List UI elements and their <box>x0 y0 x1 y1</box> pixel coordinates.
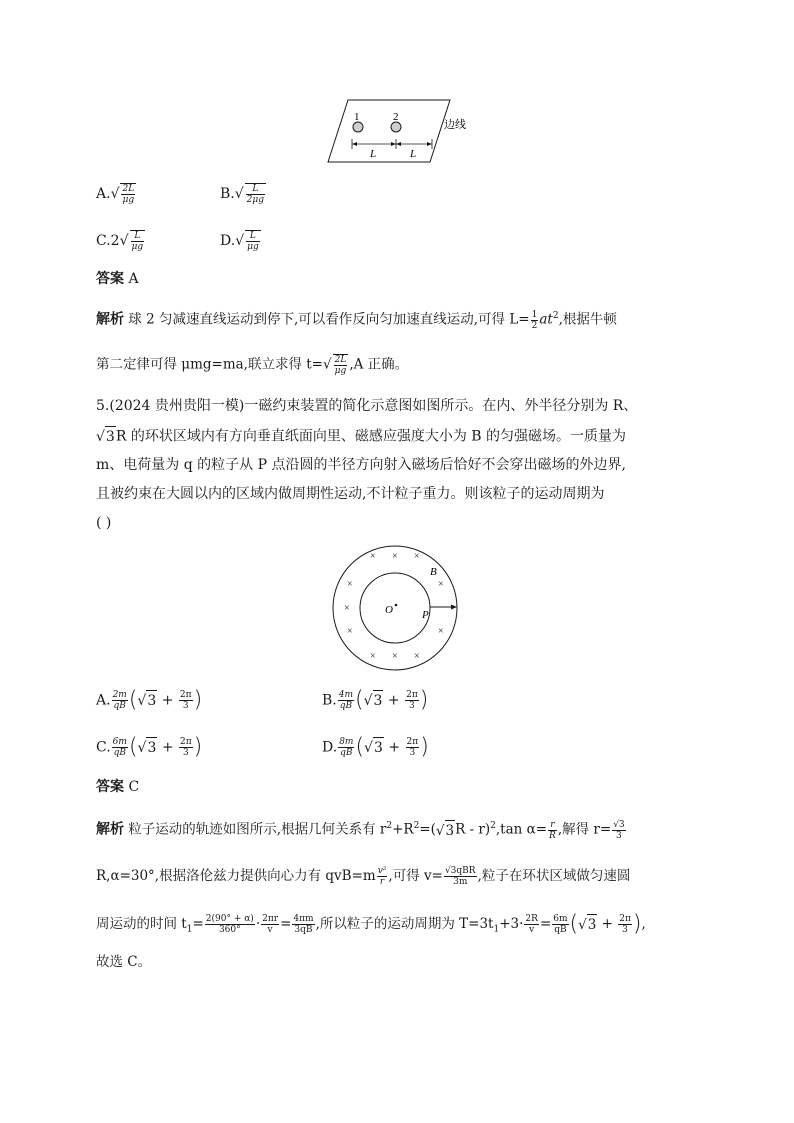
field-cross: × <box>392 551 398 562</box>
table-surface <box>328 100 450 162</box>
field-cross: × <box>438 626 444 637</box>
q4-solution-line-2: 第二定律可得 μmg=ma,联立求得 t=√ $\frac{2L}{\mu g}$ ,A 正确。 <box>96 355 409 376</box>
q5-solution-line-1: 解析 粒子运动的轨迹如图所示,根据几何关系有 $r^2+R^2=(√3R - r)^2,\tan$ α= $\frac{r}{R}$ ,解得 r= $\frac{√3}{3}$ <box>96 819 625 841</box>
inner-circle <box>360 573 430 643</box>
field-cross: × <box>347 626 353 637</box>
q5-stem-line-4: 且被约束在大圆以内的区域内做周期性运动,不计粒子重力。则该粒子的运动周期为 <box>96 486 605 502</box>
q4-option-c[interactable]: C.2√ $\frac{L}{\mu g}$ <box>96 231 144 252</box>
field-cross: × <box>347 579 353 590</box>
field-cross: × <box>414 551 420 562</box>
field-cross: × <box>438 579 444 590</box>
field-cross: × <box>414 651 420 662</box>
field-label-B: B <box>430 566 437 578</box>
edge-line-label: 边线 <box>444 119 466 131</box>
field-cross: × <box>344 603 350 614</box>
q5-solution-line-2: R,α=30°,根据洛伦兹力提供向心力有 qvB=m $\frac{\text{v²}}{r}$ ,可得 v= $\frac{\text{√3qBR}}{3m}$ ,粒子在环状区域做匀速圆 <box>96 866 631 887</box>
q4-option-a[interactable]: A.√ $\frac{2L}{\mu g}$ <box>96 184 135 205</box>
q4-option-b[interactable]: B.√ $\frac{L}{2\mu g}$ <box>220 184 265 205</box>
q5-option-d[interactable]: D. $\frac{8m}{qB}$ (√3 + $\frac{2\pi}{3}$ ) <box>322 734 429 760</box>
q5-answer: 答案 C <box>96 779 140 795</box>
ball-1-label: 1 <box>354 111 360 123</box>
length-L-1: L <box>370 148 377 160</box>
center-dot <box>395 604 398 607</box>
field-cross: × <box>370 651 376 662</box>
q5-option-a[interactable]: A. $\frac{2m}{qB}$ (√3 + $\frac{2\pi}{3}$ ) <box>96 687 203 713</box>
q5-option-b[interactable]: B. $\frac{4m}{qB}$ (√3 + $\frac{2\pi}{3}$ ) <box>322 687 429 713</box>
field-cross: × <box>370 551 376 562</box>
field-cross: × <box>392 651 398 662</box>
ball-2-label: 2 <box>393 111 399 123</box>
q4-answer: 答案 A <box>96 271 139 287</box>
length-L-2: L <box>410 148 417 160</box>
ball-1 <box>353 122 363 132</box>
ball-2 <box>391 122 401 132</box>
q5-stem-line-3: m、电荷量为 q 的粒子从 P 点沿圆的半径方向射入磁场后恰好不会穿出磁场的外边界, <box>96 457 626 473</box>
q5-solution-line-4: 故选 C。 <box>96 954 152 970</box>
point-label-P: P <box>422 609 429 621</box>
figure-magnetic-ring <box>330 544 462 672</box>
figure-table-balls <box>320 96 480 168</box>
q4-solution-line-1: 解析 球 2 匀减速直线运动到停下,可以看作反向匀加速直线运动,可得 L= $\frac{1}{2}$ $at^2$,根据牛顿 <box>96 309 617 331</box>
q4-option-d[interactable]: D.√ $\frac{L}{\mu g}$ <box>220 231 259 252</box>
q5-stem-line-2: √3R 的环状区域内有方向垂直纸面向里、磁感应强度大小为 B 的匀强磁场。一质量为 <box>96 426 626 447</box>
q5-stem-answer-blank: ( ) <box>96 515 112 531</box>
center-label-O: O <box>385 604 393 616</box>
q5-option-c[interactable]: C. $\frac{6m}{qB}$ (√3 + $\frac{2\pi}{3}$ ) <box>96 734 203 760</box>
q5-solution-line-3: 周运动的时间 $t_1=$ $\frac{2(90^\circ + \alpha)}{360^\circ}$ · $\frac{2\pi r}{v}$ = $\frac{4\pi m}{3qB}$ ,所以粒子的运动周期为 $T=3t_1+3\cdot$ $\frac{2R}{v}$ = $\frac{6m}{qB}$ (√3 + $\frac{2\pi}{3}$ ), <box>96 911 646 937</box>
q5-stem-line-1: 5.(2024 贵州贵阳一模)一磁约束装置的简化示意图如图所示。在内、外半径分别为 R、 <box>96 398 638 414</box>
